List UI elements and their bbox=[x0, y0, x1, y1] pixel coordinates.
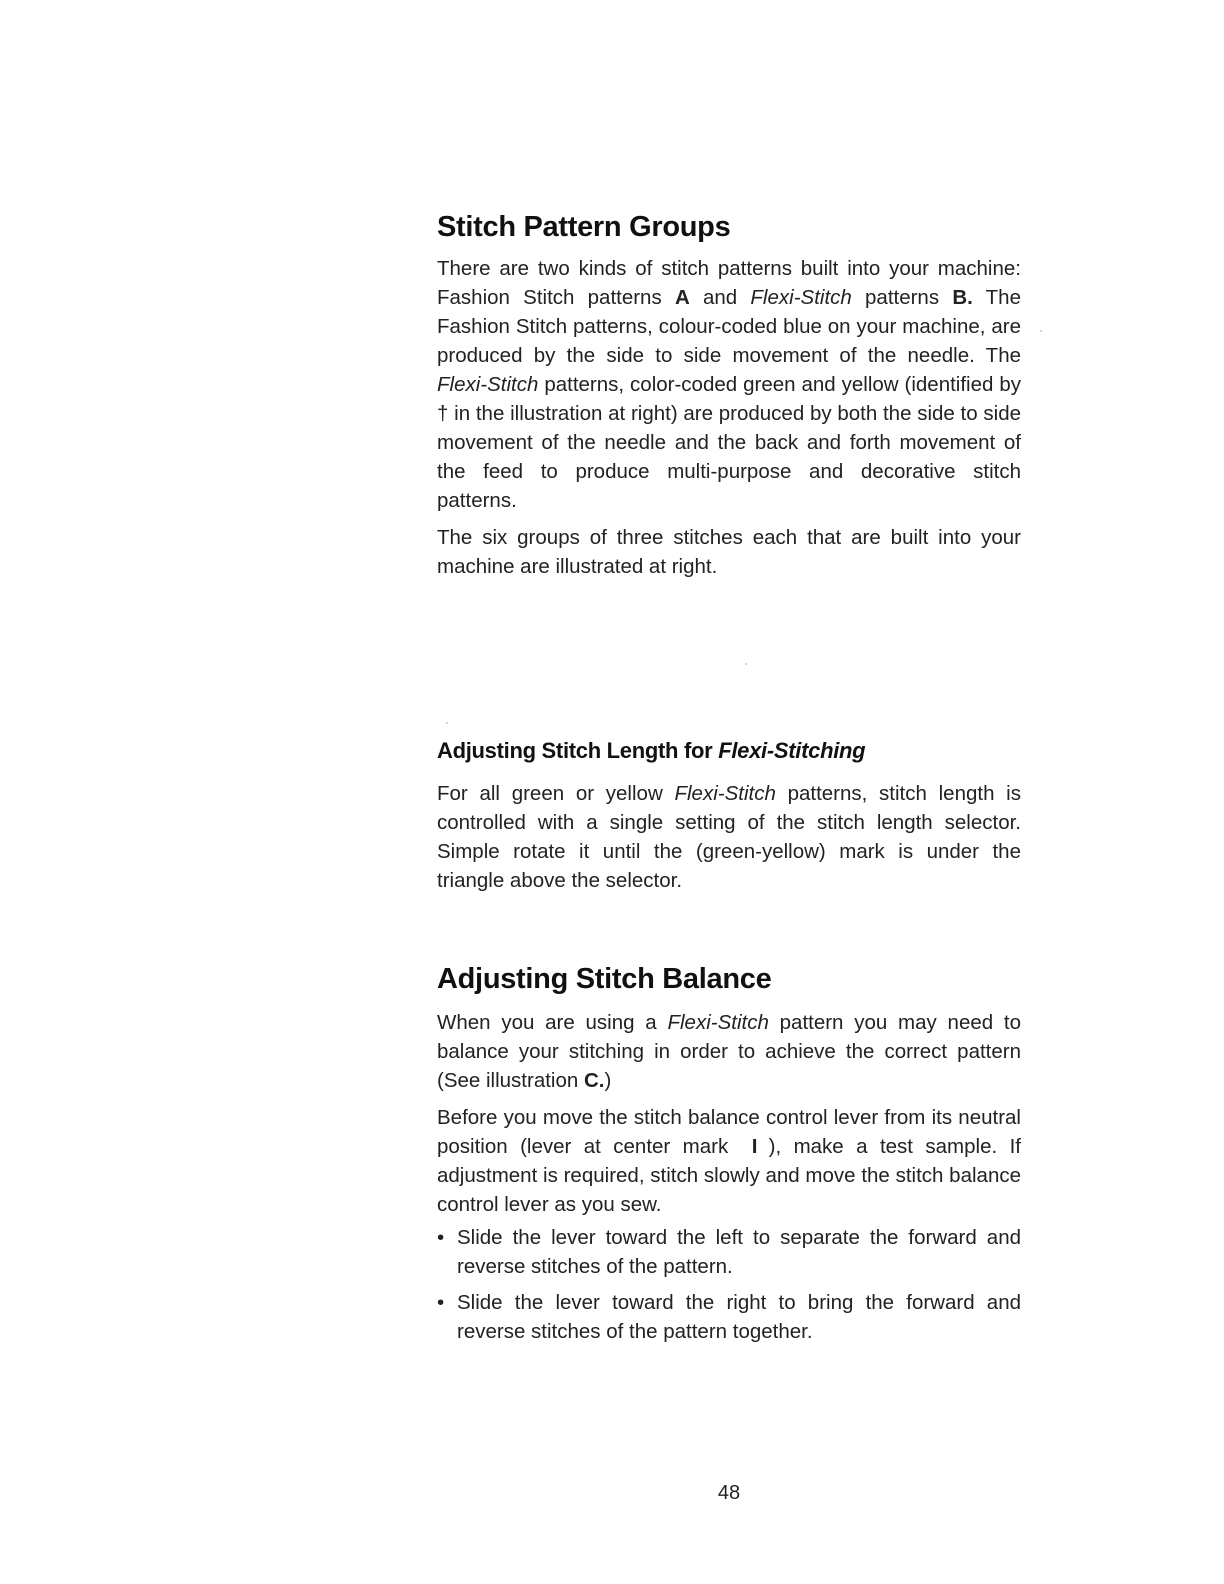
scan-speck bbox=[745, 663, 747, 665]
illustration-letter: C. bbox=[583, 1069, 605, 1092]
scan-speck bbox=[1040, 330, 1042, 332]
text-run: The Fashion Stitch patterns, colour-coded blue on your machine, are produced by the side to side movement of the needle. The bbox=[437, 286, 1021, 367]
section-stitch-pattern-groups bbox=[437, 210, 1021, 581]
flexi-stitch-term: Flexi-Stitch bbox=[437, 373, 539, 396]
paragraph bbox=[437, 1008, 1021, 1095]
list-item-text: Slide the lever toward the left to separate the forward and reverse stitches of the pattern. bbox=[457, 1226, 1021, 1278]
flexi-stitch-term: Flexi-Stitch bbox=[667, 1011, 769, 1034]
list-item bbox=[437, 1223, 1021, 1281]
text-run: patterns bbox=[851, 286, 953, 309]
text-run: pattern you may need to balance your stitching in order to achieve the correct pattern (See illustration bbox=[437, 1011, 1022, 1092]
section-adjusting-stitch-balance bbox=[437, 962, 1021, 1353]
text-run: patterns, color-coded green and yellow (identified by † in the illustration at right) are produced by both the side to side movement of the needle and the back and forth movement of the feed to produce multi-purpose and decorative stitch patterns. bbox=[437, 373, 1021, 512]
text-run: There are two kinds of stitch patterns built into your machine: Fashion Stitch patterns bbox=[437, 257, 1021, 309]
section-heading: Adjusting Stitch Balance bbox=[437, 963, 772, 995]
text-run: For all green or yellow bbox=[437, 782, 675, 805]
flexi-stitching-term: Flexi-Stitching bbox=[718, 738, 866, 763]
pattern-letter: B. bbox=[952, 286, 973, 309]
section-adjusting-stitch-length bbox=[437, 737, 1021, 895]
list-item-text: Slide the lever toward the right to bring the forward and reverse stitches of the pattern together. bbox=[457, 1291, 1021, 1343]
scan-speck bbox=[446, 722, 448, 724]
paragraph bbox=[437, 779, 1021, 895]
page-number: 48 bbox=[717, 1482, 741, 1504]
bullet-icon: • bbox=[437, 1291, 445, 1314]
text-run: patterns, stitch length is controlled with a single setting of the stitch length selector. Simple rotate it until the (green-yellow) mark is under the triangle above the selector. bbox=[437, 782, 1021, 892]
section-subheading bbox=[437, 737, 1021, 765]
bullet-icon: • bbox=[437, 1226, 445, 1249]
paragraph bbox=[437, 1103, 1021, 1219]
text-run: Before you move the stitch balance control lever from its neutral position (lever at center mark bbox=[437, 1106, 1021, 1158]
pattern-letter: A bbox=[674, 286, 690, 309]
flexi-stitch-term: Flexi-Stitch bbox=[750, 286, 852, 309]
text-run: When you are using a bbox=[437, 1011, 668, 1034]
text-run: and bbox=[689, 286, 751, 309]
flexi-stitch-term: Flexi-Stitch bbox=[674, 782, 776, 805]
text-run: ), make a test sample. If adjustment is required, stitch slowly and move the stitch balance control lever as you sew. bbox=[437, 1135, 1021, 1216]
paragraph bbox=[437, 254, 1021, 515]
section-heading: Stitch Pattern Groups bbox=[437, 211, 731, 243]
text-run: ) bbox=[604, 1069, 612, 1092]
list-item bbox=[437, 1288, 1021, 1346]
bullet-list bbox=[437, 1223, 1021, 1346]
center-mark-icon: I bbox=[751, 1135, 758, 1158]
heading-text: Adjusting Stitch Length for bbox=[437, 738, 719, 763]
paragraph: The six groups of three stitches each that are built into your machine are illustrated at right. bbox=[437, 526, 1021, 578]
